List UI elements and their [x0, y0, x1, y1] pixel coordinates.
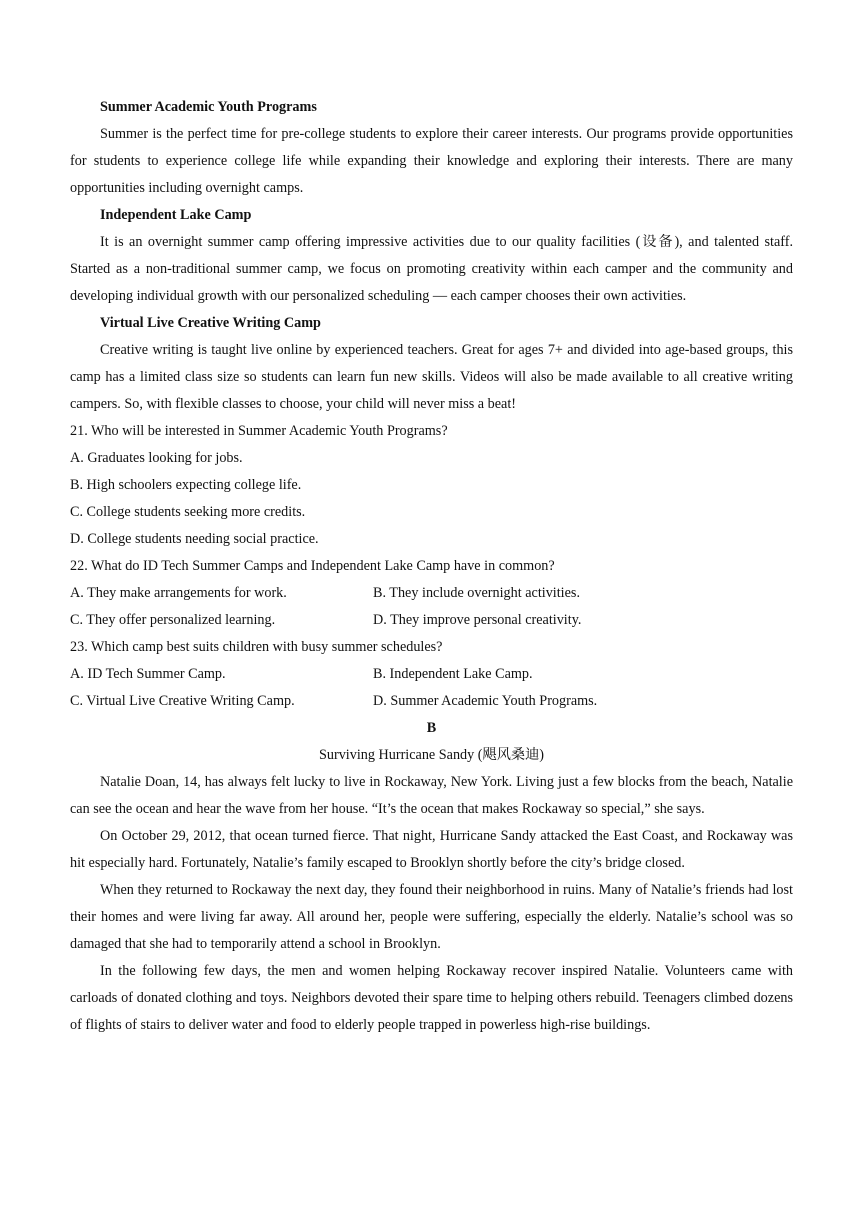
question-21-option-d: D. College students needing social practice.: [70, 531, 319, 547]
question-21-stem: 21. Who will be interested in Summer Academic Youth Programs?: [70, 423, 448, 439]
question-21-option-a: A. Graduates looking for jobs.: [70, 450, 243, 466]
question-23-options-row-1: [70, 661, 793, 688]
passage-b-title: Surviving Hurricane Sandy (飓风桑迪): [319, 747, 544, 763]
question-23-option-a: A. ID Tech Summer Camp.: [70, 666, 226, 682]
question-22-options-row-1: [70, 580, 793, 607]
section-heading-virtual-writing: Virtual Live Creative Writing Camp: [100, 315, 321, 331]
passage-b-paragraph-2: On October 29, 2012, that ocean turned fierce. That night, Hurricane Sandy attacked the East Coast, and Rockaway was hit especially hard. Fortunately, Natalie’s family escaped to Brooklyn shortly before the city’s bridge closed.: [70, 828, 793, 871]
question-23-option-c: C. Virtual Live Creative Writing Camp.: [70, 693, 295, 709]
question-22-option-d: D. They improve personal creativity.: [373, 612, 582, 628]
question-23-options-row-2: [70, 688, 793, 715]
section-heading-summer-academic: Summer Academic Youth Programs: [100, 99, 317, 115]
question-21-option-c: C. College students seeking more credits.: [70, 504, 306, 520]
section-text-summer-academic: Summer is the perfect time for pre-college students to explore their career interests. Our programs provide opportunities for students to experience college life while expanding their knowledge and exploring their interests. There are many opportunities including overnight camps.: [70, 126, 793, 196]
question-22-option-a: A. They make arrangements for work.: [70, 585, 287, 601]
section-text-independent-lake: It is an overnight summer camp offering impressive activities due to our quality facilities (设备), and talented staff. Started as a non-traditional summer camp, we focus on promoting creativity within each camper and the community and developing individual growth with our personalized scheduling — each camper chooses their own activities.: [70, 234, 793, 304]
question-23-stem: 23. Which camp best suits children with busy summer schedules?: [70, 639, 443, 655]
passage-b-paragraph-3: When they returned to Rockaway the next day, they found their neighborhood in ruins. Many of Natalie’s friends had lost their homes and were living far away. All around her, people were suffering, especially the elderly. Natalie’s school was so damaged that she had to temporarily attend a school in Brooklyn.: [70, 882, 793, 952]
passage-b-paragraph-1: Natalie Doan, 14, has always felt lucky to live in Rockaway, New York. Living just a few blocks from the beach, Natalie can see the ocean and hear the wave from her house. “It’s the ocean that makes Rockaway so special,” she says.: [70, 774, 793, 817]
question-22-options-row-2: [70, 607, 793, 634]
passage-b-label: B: [426, 720, 437, 736]
question-22-option-b: B. They include overnight activities.: [373, 585, 580, 601]
question-22-option-c: C. They offer personalized learning.: [70, 612, 276, 628]
question-23-option-d: D. Summer Academic Youth Programs.: [373, 693, 598, 709]
section-text-virtual-writing: Creative writing is taught live online by experienced teachers. Great for ages 7+ and divided into age-based groups, this camp has a limited class size so students can learn fun new skills. Videos will also be made available to all creative writing campers. So, with flexible classes to choose, your child will never miss a beat!: [70, 342, 793, 412]
question-21-option-b: B. High schoolers expecting college life.: [70, 477, 302, 493]
question-23-option-b: B. Independent Lake Camp.: [373, 666, 533, 682]
passage-b-paragraph-4: In the following few days, the men and women helping Rockaway recover inspired Natalie. Volunteers came with carloads of donated clothing and toys. Neighbors devoted their spare time to helping others rebuild. Teenagers climbed dozens of flights of stairs to deliver water and food to elderly people trapped in powerless high-rise buildings.: [70, 963, 793, 1033]
question-22-stem: 22. What do ID Tech Summer Camps and Independent Lake Camp have in common?: [70, 558, 555, 574]
section-heading-independent-lake: Independent Lake Camp: [100, 207, 252, 223]
